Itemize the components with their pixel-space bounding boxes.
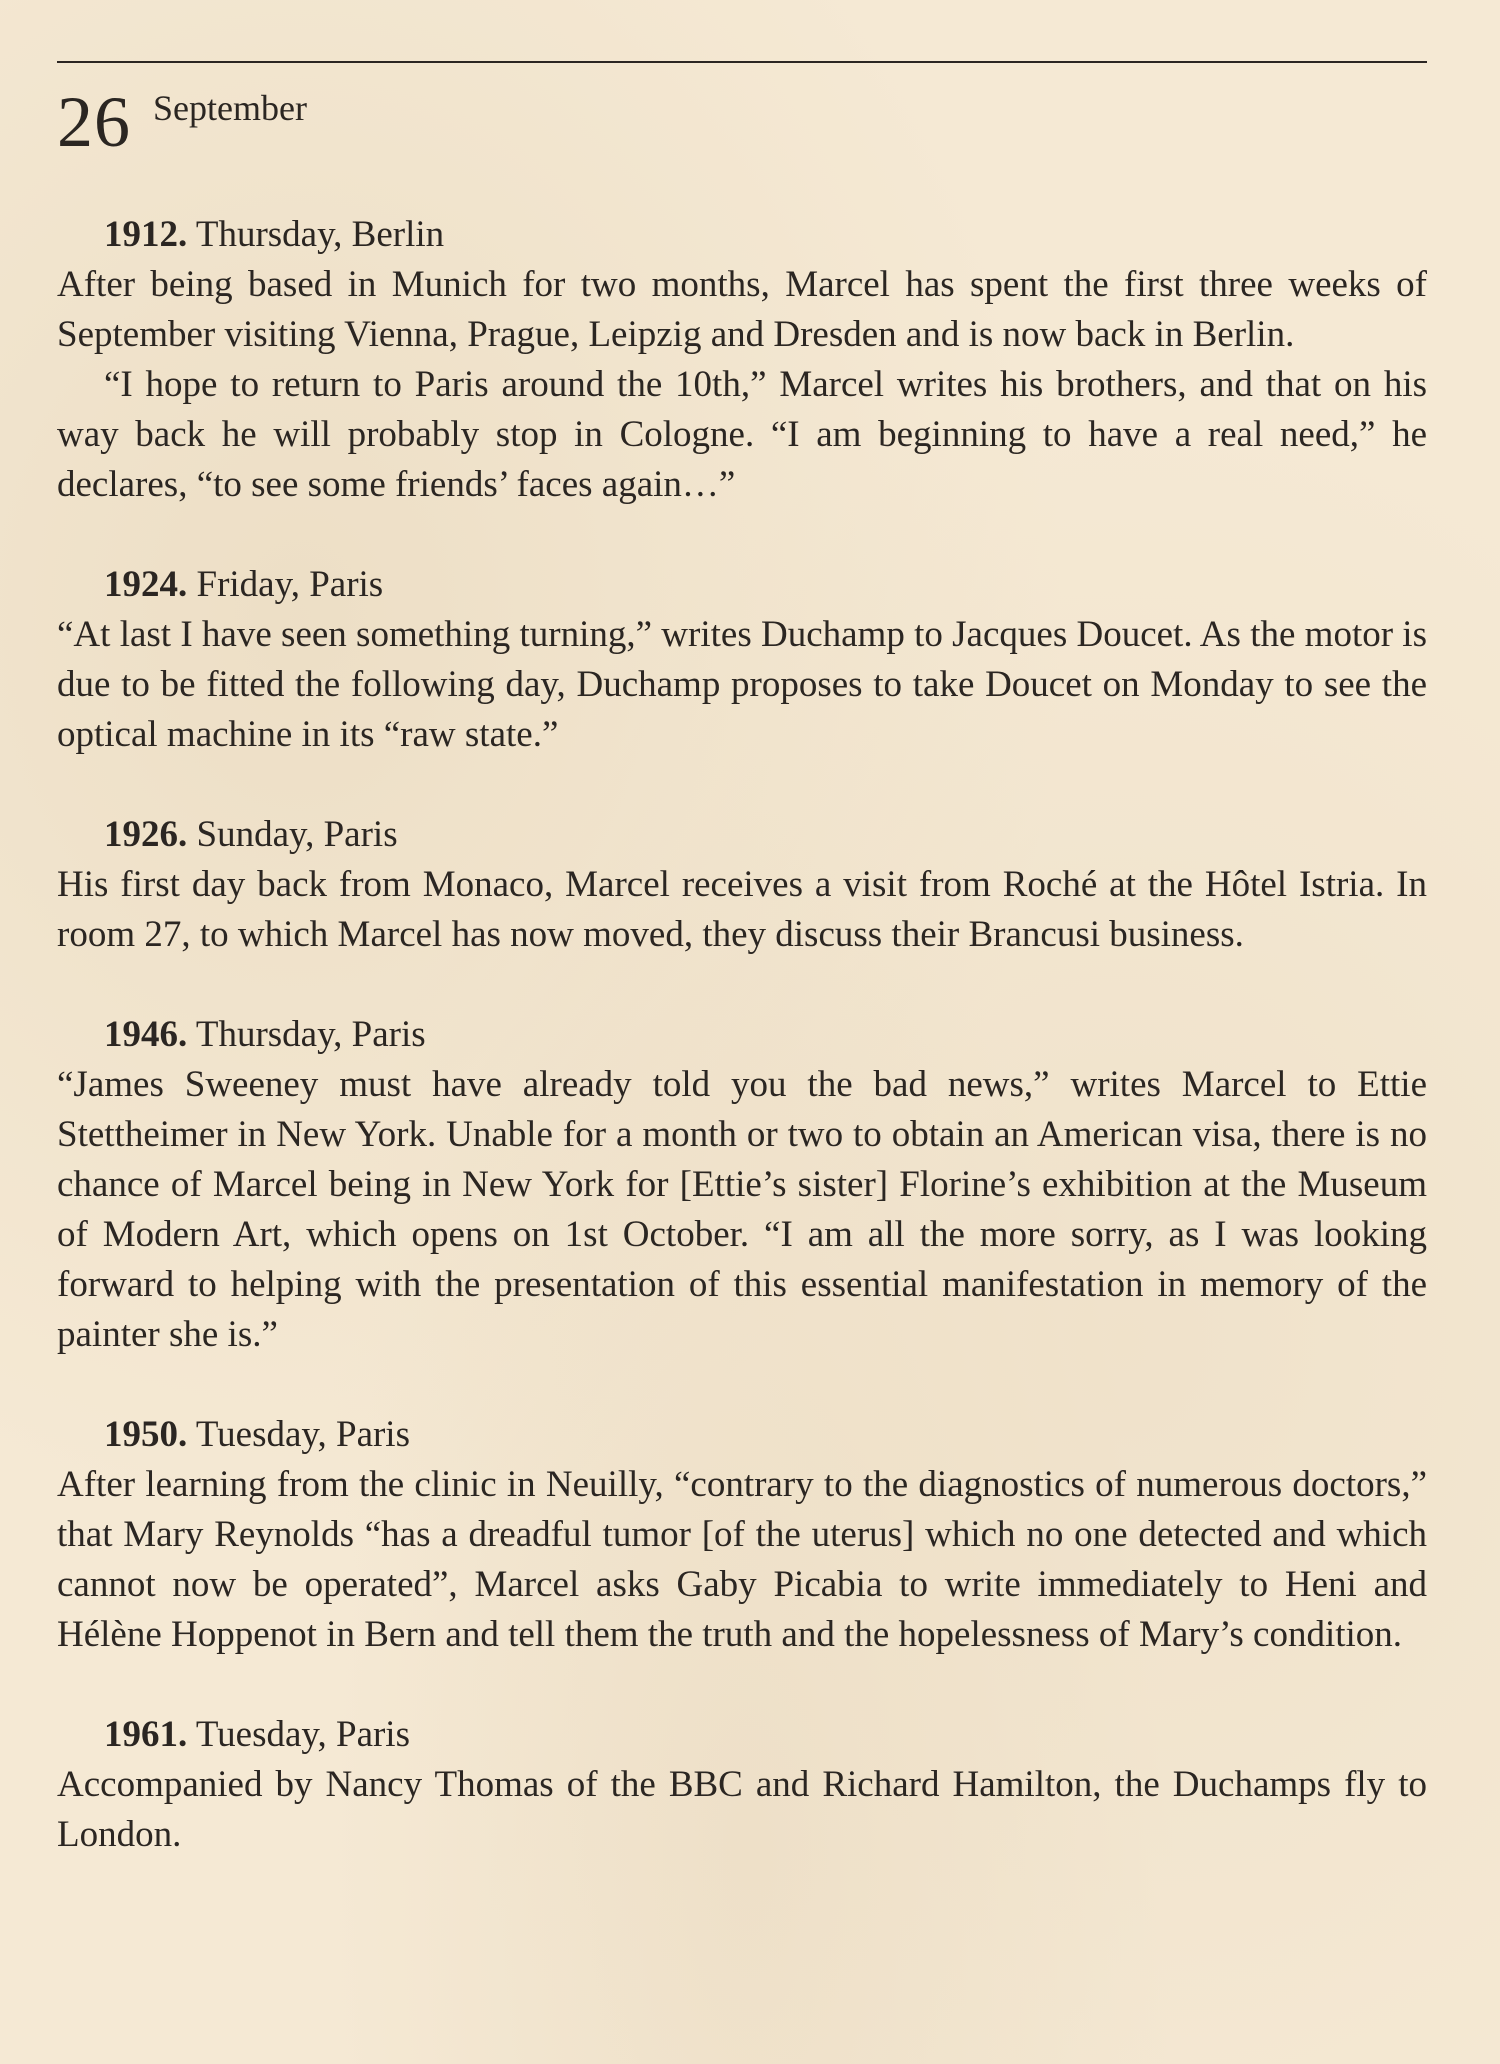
entry-year: 1961. <box>104 1714 188 1755</box>
entry-heading <box>57 560 1427 610</box>
entry-year: 1912. <box>104 214 188 255</box>
day-number: 26 <box>57 82 131 162</box>
date-header <box>57 80 307 164</box>
entry-paragraph: “At last I have seen something turning,” writes Duchamp to Jacques Doucet. As the motor is due to be fitted the following day, Duchamp proposes to take Doucet on Monday to see the optical machine in its “raw state.” <box>57 614 1427 755</box>
entry-1924 <box>57 560 1427 760</box>
entry-paragraph: “James Sweeney must have already told you the bad news,” writes Marcel to Ettie Stettheimer in New York. Unable for a month or two to obtain an American visa, there is no chance of Marcel being in New York for [Ettie’s sister] Florine’s exhibition at the Museum of Modern Art, which opens on 1st October. “I am all the more sorry, as I was looking forward to helping with the presentation of this essential manifestation in memory of the painter she is.” <box>57 1064 1427 1355</box>
entry-heading <box>57 1410 1427 1460</box>
entry-1946 <box>57 1010 1427 1360</box>
entries-list <box>57 210 1427 1910</box>
entry-year: 1926. <box>104 814 188 855</box>
entry-place: Thursday, Berlin <box>195 214 445 255</box>
entry-heading <box>57 1710 1427 1760</box>
entry-heading <box>57 210 1427 260</box>
entry-place: Tuesday, Paris <box>195 1714 410 1755</box>
entry-year: 1924. <box>104 564 188 605</box>
entry-1912 <box>57 210 1427 510</box>
entry-heading <box>57 810 1427 860</box>
entry-paragraph: “I hope to return to Paris around the 10th,” Marcel writes his brothers, and that on his way back he will probably stop in Cologne. “I am beginning to have a real need,” he declares, “to see some friends’ faces again…” <box>57 364 1427 505</box>
month-name: September <box>153 88 307 128</box>
top-rule <box>57 61 1427 63</box>
entry-place: Friday, Paris <box>196 564 384 605</box>
entry-paragraph: After being based in Munich for two months, Marcel has spent the first three weeks of September visiting Vienna, Prague, Leipzig and Dresden and is now back in Berlin. <box>57 264 1427 355</box>
entry-1926 <box>57 810 1427 960</box>
entry-year: 1950. <box>104 1414 188 1455</box>
entry-heading <box>57 1010 1427 1060</box>
entry-1950 <box>57 1410 1427 1660</box>
entry-year: 1946. <box>104 1014 188 1055</box>
entry-place: Thursday, Paris <box>195 1014 426 1055</box>
entry-paragraph: After learning from the clinic in Neuilly, “contrary to the diagnostics of numerous doctors,” that Mary Reynolds “has a dreadful tumor [of the uterus] which no one detected and which cannot now be operated”, Marcel asks Gaby Picabia to write immediately to Heni and Hélène Hoppenot in Bern and tell them the truth and the hopelessness of Mary’s condition. <box>57 1464 1427 1655</box>
entry-paragraph: His first day back from Monaco, Marcel receives a visit from Roché at the Hôtel Istria. In room 27, to which Marcel has now moved, they discuss their Brancusi business. <box>57 864 1427 955</box>
entry-paragraph: Accompanied by Nancy Thomas of the BBC and Richard Hamilton, the Duchamps fly to London. <box>57 1764 1427 1855</box>
entry-place: Tuesday, Paris <box>195 1414 410 1455</box>
entry-1961 <box>57 1710 1427 1860</box>
entry-place: Sunday, Paris <box>196 814 398 855</box>
